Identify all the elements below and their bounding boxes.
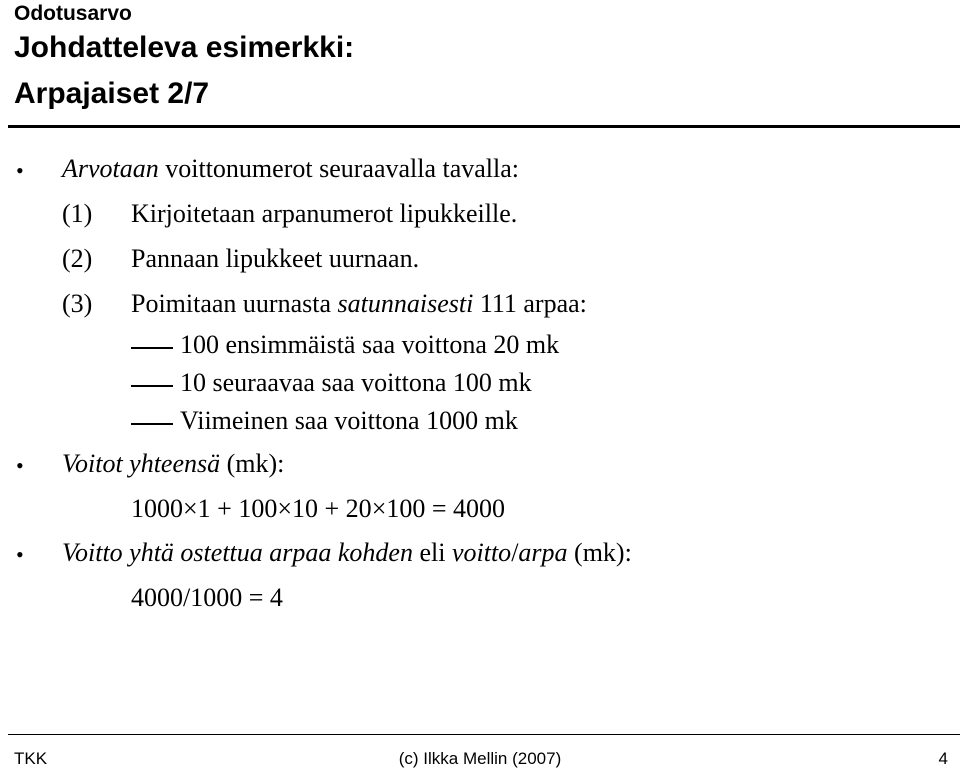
page-title-line2: Arpajaiset 2/7	[14, 77, 210, 110]
times-icon: ×	[183, 494, 198, 523]
times-icon: ×	[371, 494, 387, 523]
step-text: Pannaan lipukkeet uurnaan.	[131, 244, 420, 273]
formula-part: 1 + 100	[197, 494, 278, 523]
text-segment: eli	[412, 538, 452, 567]
italic-term: Voitot yhteensä	[62, 449, 221, 478]
text-segment: /	[511, 538, 519, 567]
footer-divider	[8, 734, 960, 735]
formula-part: 100 = 4000	[386, 494, 506, 523]
text-segment: (mk):	[220, 449, 285, 478]
sub-item: 10 seuraavaa saa voittona 100 mk	[180, 368, 532, 397]
italic-term: arpa	[518, 538, 568, 567]
bullet-text-1	[62, 154, 519, 184]
dash-marker	[131, 347, 173, 349]
step-number: (3)	[62, 289, 93, 318]
step-text	[131, 289, 587, 319]
italic-term: Arvotaan	[62, 154, 159, 183]
sub-item: Viimeinen saa voittona 1000 mk	[180, 406, 518, 435]
formula-part: 10 + 20	[292, 494, 372, 523]
formula-per-ticket: 4000/1000 = 4	[131, 583, 283, 612]
step-number: (1)	[62, 199, 93, 228]
page-number: 4	[938, 749, 948, 768]
italic-term: satunnaisesti	[337, 289, 474, 318]
dash-marker	[131, 385, 173, 387]
bullet-icon: •	[16, 453, 24, 478]
bullet-text-2	[62, 449, 284, 479]
step-text: Kirjoitetaan arpanumerot lipukkeille.	[131, 199, 518, 228]
bullet-text-3	[62, 538, 632, 568]
formula-total	[131, 494, 505, 524]
sub-item: 100 ensimmäistä saa voittona 20 mk	[180, 330, 560, 359]
text-segment: (mk):	[567, 538, 632, 567]
italic-term: voitto	[451, 538, 512, 567]
footer-org: TKK	[14, 749, 48, 768]
bullet-icon: •	[16, 542, 24, 567]
page-title-line1: Johdatteleva esimerkki:	[14, 31, 355, 64]
text-segment: 111 arpaa:	[473, 289, 587, 318]
dash-marker	[131, 423, 173, 425]
text-segment: Poimitaan uurnasta	[131, 289, 338, 318]
formula-part: 1000	[131, 494, 183, 523]
step-number: (2)	[62, 244, 93, 273]
text-segment: voittonumerot seuraavalla tavalla:	[158, 154, 520, 183]
header-divider	[8, 125, 960, 128]
italic-term: Voitto yhtä ostettua arpaa kohden	[62, 538, 413, 567]
section-title: Odotusarvo	[14, 2, 132, 25]
footer-copyright: (c) Ilkka Mellin (2007)	[398, 749, 562, 768]
times-icon: ×	[277, 494, 293, 523]
bullet-icon: •	[16, 158, 24, 183]
